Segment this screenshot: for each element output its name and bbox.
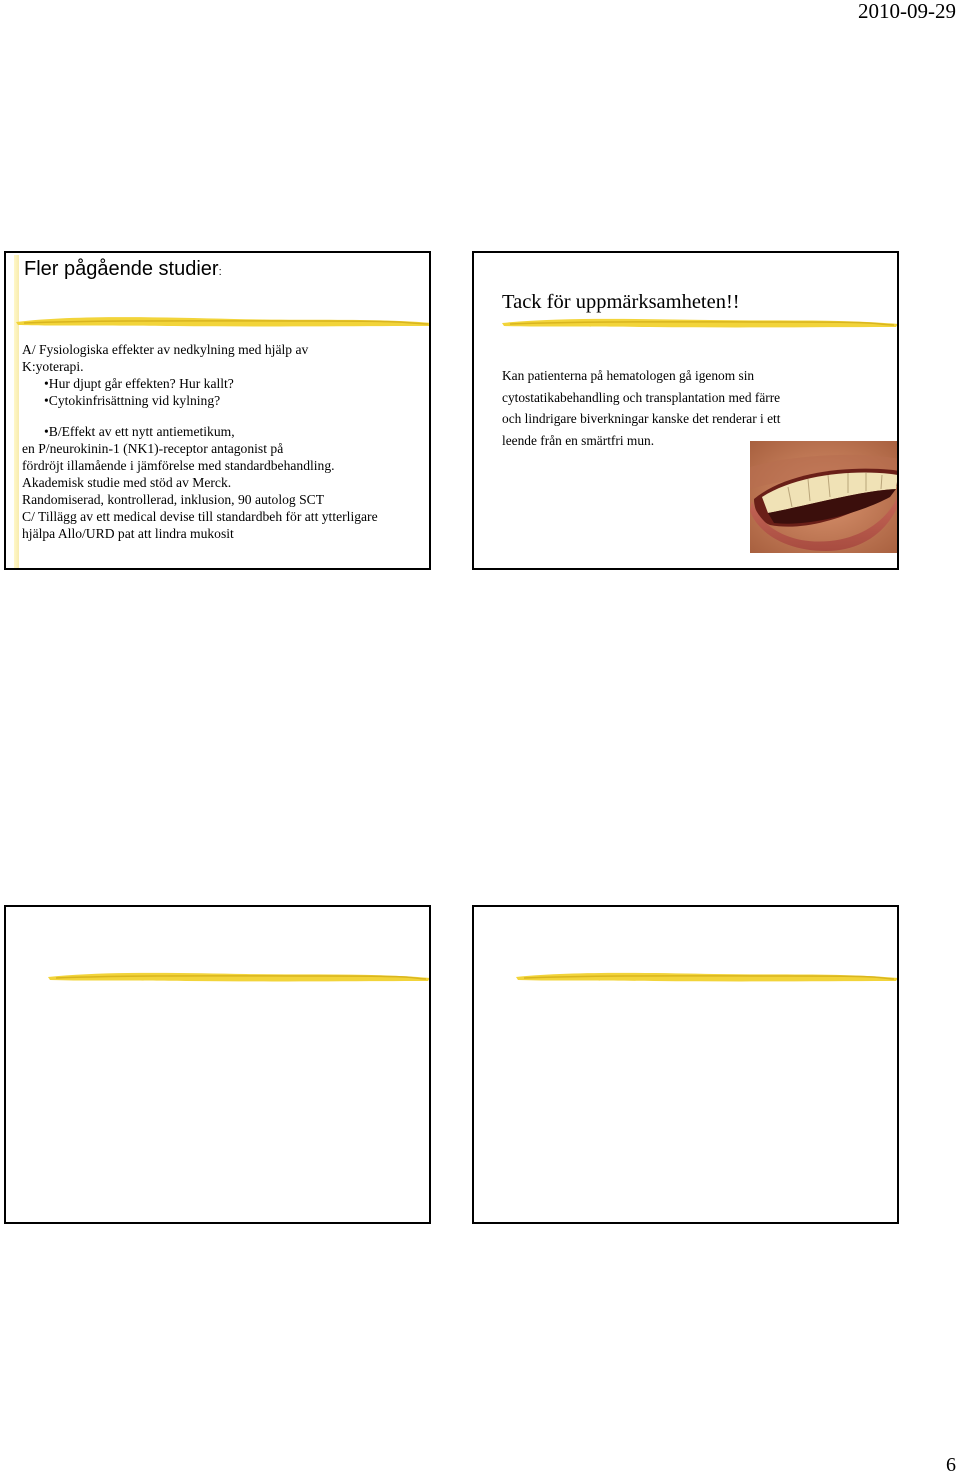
highlighter-stroke <box>500 313 899 333</box>
bullet-line: •B/Effekt av ett nytt antiemetikum, <box>44 424 235 439</box>
body-line: Randomiserad, kontrollerad, inklusion, 90 autolog SCT <box>22 492 325 507</box>
highlighter-stroke <box>514 967 899 987</box>
slide-title: Tack för uppmärksamheten!! <box>502 291 740 313</box>
highlighter-stroke <box>46 967 431 987</box>
body-line: A/ Fysiologiska effekter av nedkylning med hjälp av <box>22 342 309 357</box>
body-line: C/ Tillägg av ett medical devise till standardbeh för att ytterligare <box>22 509 378 524</box>
smile-photo <box>750 441 899 553</box>
body-line: cytostatikabehandling och transplantation med färre <box>502 389 781 405</box>
body-line: en P/neurokinin-1 (NK1)-receptor antagonist på <box>22 441 284 456</box>
body-line: leende från en smärtfri mun. <box>502 432 655 448</box>
highlighter-stroke <box>14 311 431 333</box>
body-line: fördröjt illamående i jämförelse med standardbehandling. <box>22 458 335 473</box>
slide-left-rule <box>14 255 19 568</box>
slide-body <box>502 365 892 451</box>
slide-2 <box>472 251 899 570</box>
slide-1 <box>4 251 431 570</box>
slide-body <box>22 341 431 542</box>
body-line: Akademisk studie med stöd av Merck. <box>22 475 232 490</box>
slide-title: Fler pågående studier: <box>24 258 222 280</box>
body-line: K:yoterapi. <box>22 359 84 374</box>
body-line: Kan patienterna på hematologen gå igenom sin <box>502 368 755 383</box>
slide-4 <box>472 905 899 1224</box>
page-number: 6 <box>946 1454 956 1476</box>
bullet-line: •Hur djupt går effekten? Hur kallt? <box>44 376 234 391</box>
body-line: hjälpa Allo/URD pat att lindra mukosit <box>22 526 234 541</box>
body-line: och lindrigare biverkningar kanske det renderar i ett <box>502 411 781 426</box>
page-date: 2010-09-29 <box>858 0 956 23</box>
bullet-line: •Cytokinfrisättning vid kylning? <box>44 393 221 408</box>
slide-3 <box>4 905 431 1224</box>
